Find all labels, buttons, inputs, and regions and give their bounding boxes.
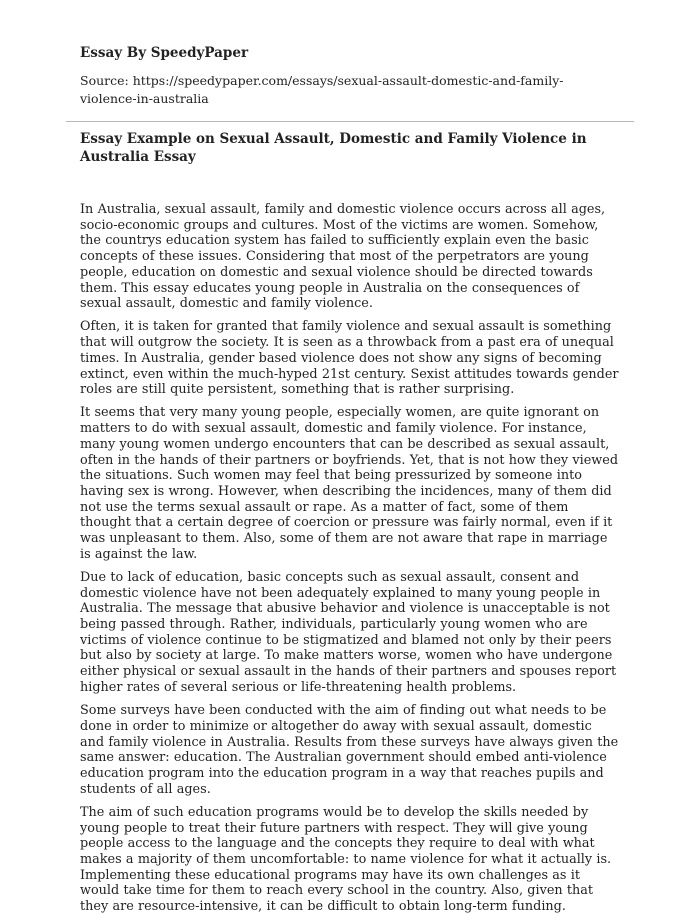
essay-paragraph: The aim of such education programs would be to develop the skills needed by young people to treat their future partners with respect. They will give young people access to the language and the concepts they require to deal with what makes a majority of them uncomfortable: to name violence for what it actually is. Implementing these educational programs may have its own challenges as it would take time for them to reach every school in the country. Also, given that they are resource-intensive, it can be difficult to obtain long-term funding. — [80, 804, 612, 915]
essay-paragraph: Some surveys have been conducted with the aim of finding out what needs to be done in order to minimize or altogether do away with sexual assault, domestic and family violence in Australia. Results from these surveys have always given the same answer: education. The Australian government should embed anti-violence education program into the education program in a way that reaches pupils and students of all ages. — [80, 703, 619, 797]
source-url-line: Source: https://speedypaper.com/essays/sexual-assault-domestic-and-family-violence-in-australia — [80, 73, 564, 106]
essay-body — [80, 202, 620, 915]
essay-paragraph: In Australia, sexual assault, family and domestic violence occurs across all ages, socio-economic groups and cultures. Most of the victims are women. Somehow, the countrys education system has failed to sufficiently explain even the basic concepts of these issues. Considering that most of the perpetrators are young people, education on domestic and sexual violence should be directed towards them. This essay educates young people in Australia on the consequences of sexual assault, domestic and family violence. — [80, 202, 606, 312]
essay-paragraph: Often, it is taken for granted that family violence and sexual assault is something that will outgrow the society. It is seen as a throwback from a past era of unequal times. In Australia, gender based violence does not show any signs of becoming extinct, even within the much-hyped 21st century. Sexist attitudes towards gender roles are still quite persistent, something that is rather surprising. — [80, 319, 619, 398]
essay-brand-heading: Essay By SpeedyPaper — [80, 45, 249, 61]
essay-paragraph: It seems that very many young people, especially women, are quite ignorant on matters to do with sexual assault, domestic and family violence. For instance, many young women undergo encounters that can be described as sexual assault, often in the hands of their partners or boyfriends. Yet, that is not how they viewed the situations. Such women may feel that being pressurized by someone into having sex is wrong. However, when describing the incidences, many of them did not use the terms sexual assault or rape. As a matter of fact, some of them thought that a certain degree of coercion or pressure was fairly normal, even if it was unpleasant to them. Also, some of them are not aware that rape in marriage is against the law. — [80, 405, 619, 562]
essay-title: Essay Example on Sexual Assault, Domestic and Family Violence in Australia Essay — [80, 131, 587, 165]
essay-paragraph: Due to lack of education, basic concepts such as sexual assault, consent and domestic violence have not been adequately explained to many young people in Australia. The message that abusive behavior and violence is unacceptable is not being passed through. Rather, individuals, particularly young women who are victims of violence continue to be stigmatized and blamed not only by their peers but also by society at large. To make matters worse, women who have undergone either physical or sexual assault in the hands of their partners and spouses report higher rates of several serious or life-threatening health problems. — [80, 569, 617, 695]
header-divider — [66, 121, 634, 122]
